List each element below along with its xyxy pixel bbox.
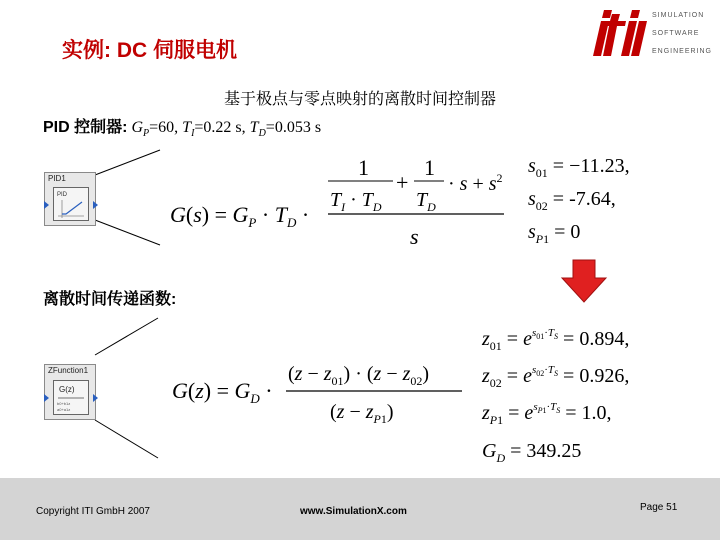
s-values	[526, 150, 716, 246]
zfunction-output-port	[93, 394, 98, 402]
s02-value: $s_{02} = -7.64$,	[528, 188, 616, 213]
zfunction-block-icon	[53, 380, 89, 415]
zp1-value: $z_P1 = e^sP1\cdot TS = 1.0$,	[482, 401, 612, 427]
z01-value: $z_{01} = e^s01\cdot TS = 0.894$,	[482, 327, 630, 353]
svg-text:1: 1	[358, 155, 369, 180]
brand-line-engineering: ENGINEERING	[652, 48, 713, 55]
svg-text:G(s) = GP · TD ·: $G(s) = G_P \cdot T_D$ ·	[170, 202, 310, 230]
z02-value: $z_{02} = e^s02\cdot TS = 0.926$,	[482, 364, 630, 390]
svg-text:+: +	[396, 170, 409, 195]
page-number: Page 51	[640, 502, 678, 513]
svg-text:b0+b1z: b0+b1z	[57, 401, 71, 406]
svg-text:TI · TD: $T_I \cdot T_D$	[330, 189, 382, 214]
svg-text:G(z) = GD ·: $G(z) = G_D$ ·	[172, 378, 273, 406]
continuous-transfer-equation	[168, 150, 518, 250]
discrete-transfer-label: 离散时间传递函数:	[43, 291, 177, 308]
svg-text:(z − zP1): $(z - z_P1)$	[330, 401, 394, 426]
slide-title: 实例: DC 伺服电机	[62, 39, 237, 62]
svg-text:G(z): G(z)	[59, 385, 75, 394]
pid-input-port	[44, 201, 49, 209]
svg-text:· s + s2: · $s + s^2$	[448, 171, 503, 195]
brand-line-software: SOFTWARE	[652, 30, 700, 37]
slide-subtitle: 基于极点与零点映射的离散时间控制器	[223, 91, 496, 108]
copyright-text: Copyright ITI GmbH 2007	[36, 506, 150, 517]
pid-block-icon	[53, 187, 89, 221]
pid-block[interactable]	[44, 172, 96, 226]
svg-text:(z − z01) · (z − z02): $(z - z_{01}) \cdot (z - z_{02})$	[288, 363, 430, 388]
gd-value: $G_D = 349.25$	[482, 440, 582, 465]
s01-value: $s_{01} = -11.23$,	[528, 155, 630, 180]
zfunction-block[interactable]	[44, 364, 96, 420]
svg-text:a0+a1z: a0+a1z	[57, 407, 71, 412]
z-values	[480, 315, 716, 467]
svg-text:s: s	[410, 224, 419, 249]
discrete-transfer-equation	[170, 354, 470, 428]
svg-text:PID: PID	[57, 192, 68, 198]
pid-output-port	[93, 201, 98, 209]
pid-params: $G_P=60$, $T_I=0.22$ s, $T_D=0.053$ s	[131, 119, 322, 140]
svg-text:1: 1	[424, 155, 435, 180]
brand-line-simulation: SIMULATION	[652, 12, 705, 19]
svg-text:TD: $T_D$	[416, 189, 436, 214]
zfunction-input-port	[44, 394, 49, 402]
sp1-value: $s_P1 = 0$	[528, 221, 581, 246]
down-arrow-icon	[560, 258, 608, 304]
pid-block-label: PID1	[48, 174, 66, 183]
pid-label: PID 控制器:	[43, 119, 128, 136]
website-link[interactable]: www.SimulationX.com	[300, 506, 407, 517]
zfunction-block-label: ZFunction1	[48, 366, 89, 375]
